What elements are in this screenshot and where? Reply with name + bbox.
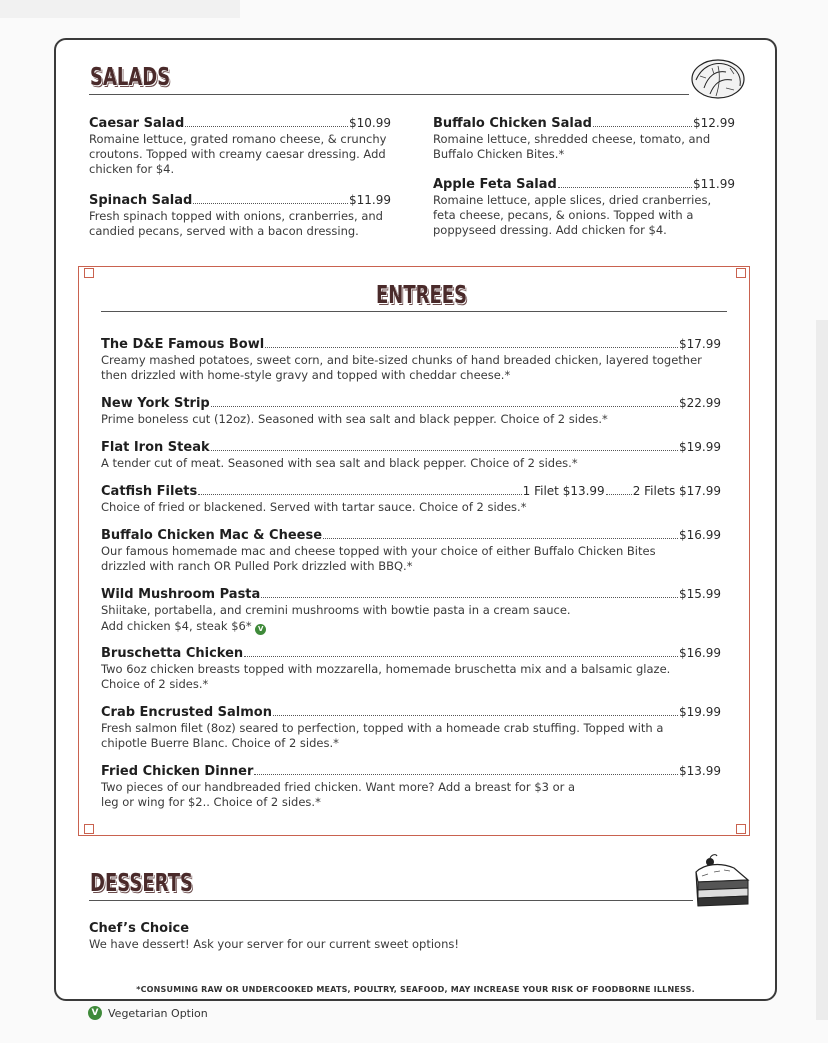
item-name: Wild Mushroom Pasta — [101, 587, 261, 602]
item-description: Romaine lettuce, grated romano cheese, & crunchy croutons. Topped with creamy caesar dressing. Add chicken for $4. — [89, 132, 387, 176]
item-name: Fried Chicken Dinner — [101, 764, 254, 779]
entree-item — [101, 440, 721, 471]
entrees-rule — [101, 311, 727, 312]
item-price: $15.99 — [679, 587, 721, 601]
item-name: Bruschetta Chicken — [101, 646, 244, 661]
scroll-strip — [816, 320, 828, 1020]
item-name: Spinach Salad — [89, 193, 193, 208]
item-name: New York Strip — [101, 396, 210, 411]
item-description: Prime boneless cut (12oz). Seasoned with sea salt and black pepper. Choice of 2 sides.* — [101, 412, 608, 426]
item-name: Caesar Salad — [89, 116, 185, 131]
item-price: $16.99 — [679, 528, 721, 542]
item-description: Two 6oz chicken breasts topped with mozzarella, homemade bruschetta mix and a balsamic glaze. Choice of 2 sides.* — [101, 662, 671, 691]
leader-dots — [558, 186, 692, 188]
item-name: The D&E Famous Bowl — [101, 337, 265, 352]
leader-dots — [261, 596, 678, 598]
frame-corner — [736, 824, 746, 834]
item-price: $13.99 — [679, 764, 721, 778]
leader-dots — [273, 714, 678, 716]
item-name: Crab Encrusted Salmon — [101, 705, 272, 720]
vegetarian-icon: V — [88, 1006, 102, 1020]
leader-dots — [593, 125, 692, 127]
item-price: $12.99 — [693, 116, 735, 130]
frame-corner — [736, 268, 746, 278]
item-name: Flat Iron Steak — [101, 440, 210, 455]
item-price: 1 Filet $13.99 — [522, 484, 605, 498]
salads-rule — [89, 94, 689, 95]
item-name: Chef’s Choice — [89, 921, 190, 936]
item-description: Romaine lettuce, apple slices, dried cranberries, feta cheese, pecans, & onions. Topped with a poppyseed dressing. Add chicken for $4. — [433, 193, 712, 237]
item-name: Apple Feta Salad — [433, 177, 557, 192]
entree-item — [101, 337, 721, 383]
addon-text: Add chicken $4, steak $6* — [101, 619, 252, 633]
vegetarian-legend — [88, 1006, 208, 1020]
vegetarian-label: Vegetarian Option — [108, 1006, 208, 1020]
entrees-title: ENTREES — [376, 280, 468, 309]
leader-dots — [211, 405, 678, 407]
item-name: Catfish Filets — [101, 484, 198, 499]
item-description: Romaine lettuce, shredded cheese, tomato, and Buffalo Chicken Bites.* — [433, 132, 711, 161]
item-description: A tender cut of meat. Seasoned with sea salt and black pepper. Choice of 2 sides.* — [101, 456, 578, 470]
vegetarian-icon: V — [255, 624, 266, 635]
item-name: Buffalo Chicken Mac & Cheese — [101, 528, 323, 543]
entree-item — [101, 484, 721, 515]
salads-title: SALADS — [90, 62, 171, 91]
item-price: $22.99 — [679, 396, 721, 410]
item-description: Shiitake, portabella, and cremini mushrooms with bowtie pasta in a cream sauce. — [101, 603, 571, 617]
leader-dots — [323, 537, 678, 539]
foodborne-warning: *CONSUMING RAW OR UNDERCOOKED MEATS, POULTRY, SEAFOOD, MAY INCREASE YOUR RISK OF FOODBORNE ILLNESS. — [136, 985, 695, 994]
item-description: Creamy mashed potatoes, sweet corn, and bite-sized chunks of hand breaded chicken, layered together then drizzled with home-style gravy and topped with cheddar cheese.* — [101, 353, 702, 382]
salad-item — [433, 177, 735, 238]
entree-item — [101, 396, 721, 427]
item-description-addon — [101, 619, 721, 635]
item-price: $11.99 — [349, 193, 391, 207]
leader-dots — [193, 202, 348, 204]
item-price: $10.99 — [349, 116, 391, 130]
entree-item — [101, 587, 721, 635]
desserts-title: DESSERTS — [90, 868, 193, 897]
leader-dots — [265, 346, 678, 348]
item-description: We have dessert! Ask your server for our current sweet options! — [89, 937, 459, 951]
entree-item — [101, 764, 721, 810]
desserts-rule — [89, 900, 693, 901]
item-description: Fresh salmon filet (8oz) seared to perfection, topped with a homeade crab stuffing. Topped with a chipotle Buerre Blanc. Choice of 2 sides.* — [101, 721, 664, 750]
frame-corner — [84, 824, 94, 834]
item-description: Fresh spinach topped with onions, cranberries, and candied pecans, served with a bacon dressing. — [89, 209, 383, 238]
leader-dots — [211, 449, 678, 451]
item-price: $11.99 — [693, 177, 735, 191]
leader-dots — [244, 655, 678, 657]
item-description: Our famous homemade mac and cheese topped with your choice of either Buffalo Chicken Bites drizzled with ranch OR Pulled Pork drizzled with BBQ.* — [101, 544, 656, 573]
salad-item — [433, 116, 735, 162]
item-price: $17.99 — [679, 337, 721, 351]
entree-item — [101, 705, 721, 751]
lettuce-illustration — [690, 58, 746, 100]
salad-item — [89, 116, 391, 177]
cake-illustration — [690, 852, 752, 910]
item-description: Choice of fried or blackened. Served with tartar sauce. Choice of 2 sides.* — [101, 500, 527, 514]
entree-item — [101, 528, 721, 574]
leader-dots — [606, 493, 632, 495]
salad-item — [89, 193, 391, 239]
item-price-2: 2 Filets $17.99 — [632, 484, 721, 498]
item-name: Buffalo Chicken Salad — [433, 116, 592, 131]
dessert-item — [89, 921, 649, 952]
item-price: $19.99 — [679, 705, 721, 719]
item-price: $16.99 — [679, 646, 721, 660]
item-price: $19.99 — [679, 440, 721, 454]
top-strip — [0, 0, 240, 18]
leader-dots — [254, 773, 678, 775]
entree-item — [101, 646, 721, 692]
item-description: Two pieces of our handbreaded fried chicken. Want more? Add a breast for $3 or a leg or wing for $2.. Choice of 2 sides.* — [101, 780, 576, 809]
leader-dots — [198, 493, 521, 495]
frame-corner — [84, 268, 94, 278]
leader-dots — [185, 125, 348, 127]
